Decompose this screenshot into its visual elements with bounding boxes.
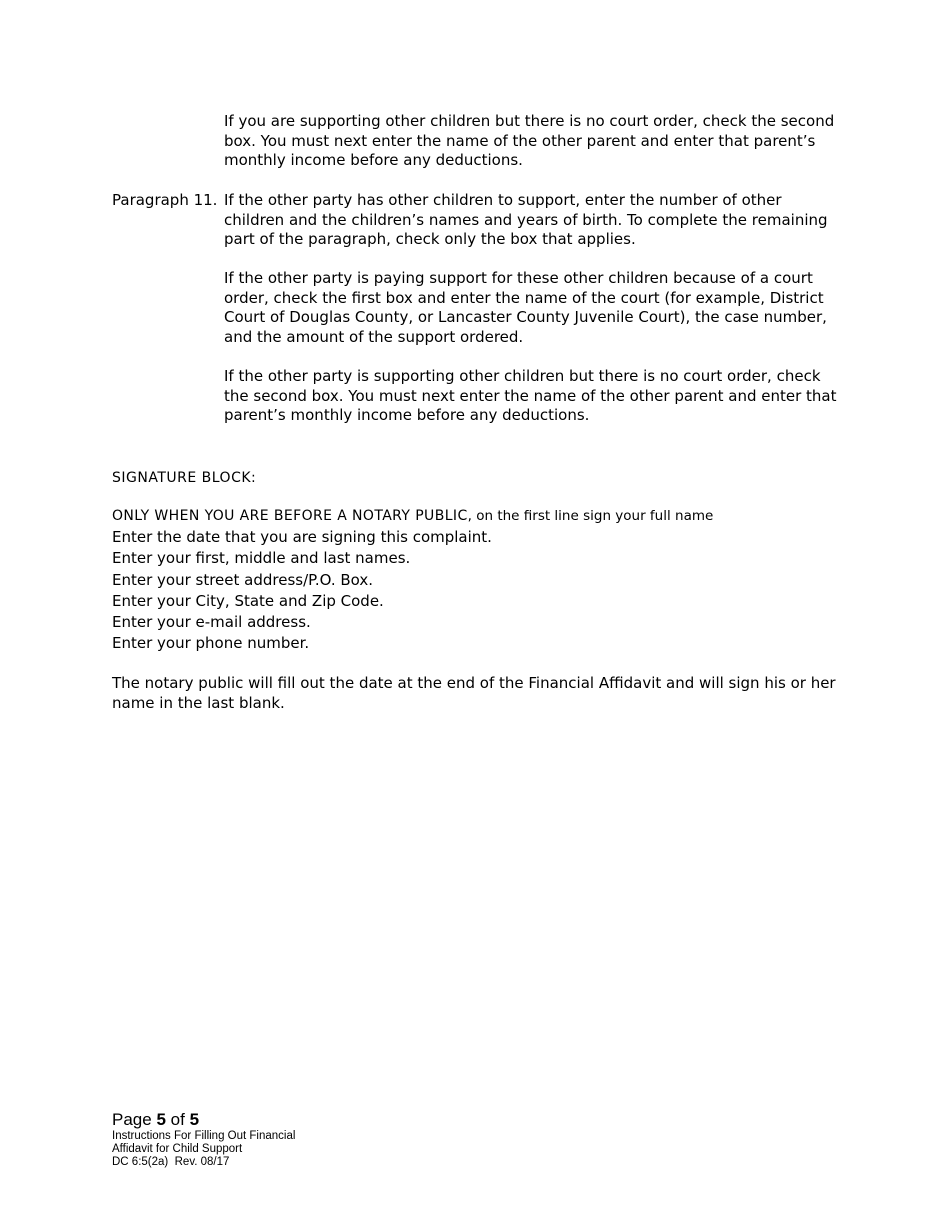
signature-block-heading: SIGNATURE BLOCK: [112, 470, 257, 486]
paragraph-10-no-order-instructions: If you are supporting other children but there is no court order, check the second box. You must next enter the name of the other parent and enter that parent’s monthly income before any deductions. [224, 112, 835, 170]
signature-block-instructions [112, 507, 713, 655]
paragraph-11-no-order-instructions: If the other party is supporting other children but there is no court order, check the second box. You must next enter the name of the other parent and enter that parent’s monthly income before any deductions. [224, 367, 837, 425]
page-footer [112, 1110, 295, 1169]
notary-instruction-caps: ONLY WHEN YOU ARE BEFORE A NOTARY PUBLIC [112, 508, 468, 524]
list-item: Enter your street address/P.O. Box. [112, 570, 374, 589]
form-title-line-2: Affidavit for Child Support [112, 1143, 243, 1155]
list-item: Enter your first, middle and last names. [112, 549, 411, 568]
page-total: 5 [189, 1110, 200, 1129]
list-item: Enter your City, State and Zip Code. [112, 591, 384, 610]
page-number [112, 1110, 295, 1130]
list-item: Enter your phone number. [112, 634, 310, 653]
notary-note: The notary public will fill out the date at the end of the Financial Affidavit and will sign his or her name in the last blank. [112, 674, 836, 712]
notary-instruction [112, 507, 713, 525]
form-code: DC 6:5(2a) Rev. 08/17 [112, 1156, 230, 1168]
list-item: Enter the date that you are signing this complaint. [112, 528, 492, 546]
notary-instruction-rest: , on the first line sign your full name [467, 508, 714, 524]
paragraph-11-intro: If the other party has other children to support, enter the number of other children and the children’s names and years of birth. To complete the remaining part of the paragraph, check only the box that applies. [224, 191, 828, 249]
page-word: Page [112, 1110, 152, 1129]
form-title-line-1: Instructions For Filling Out Financial [112, 1130, 296, 1142]
page-of: of [170, 1110, 185, 1129]
list-item: Enter your e-mail address. [112, 613, 311, 632]
paragraph-11-label: Paragraph 11. [112, 191, 218, 209]
page-current: 5 [156, 1110, 166, 1129]
paragraph-11-court-order-instructions: If the other party is paying support for these other children because of a court order, check the first box and enter the name of the court (for example, District Court of Douglas County, or Lancaster County Juvenile Court), the case number, and the amount of the support ordered. [224, 269, 827, 346]
